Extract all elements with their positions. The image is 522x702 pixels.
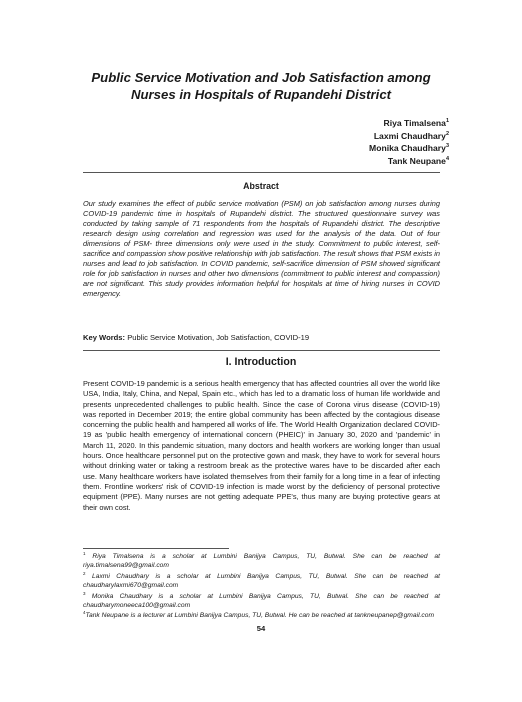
abstract-heading: Abstract <box>243 181 279 191</box>
footnote: $^3$ Monika Chaudhary is a scholar at Lumbini Banijya Campus, TU, Butwal. She can be reached at chaudharymoneeca100@gmail.com <box>83 590 441 610</box>
author-list <box>369 117 449 167</box>
keywords <box>83 333 440 343</box>
author-name: Monika Chaudhary$^3$ <box>369 143 449 154</box>
abstract-text: Our study examines the effect of public service motivation (PSM) on job satisfaction among nurses during COVID-19 pandemic time in hospitals of Rupandehi district. The structured questionnaire survey was conducted by taking sample of 71 respondents from the hospitals of Rupandehi district. The descriptive research design using correlation and regression was used for the analysis of the data. Out of four dimensions of PSM- three dimensions only were used in the study. Commitment to public interest, self-sacrifice and compassion show positive relationship with job satisfaction. The result shows that PSM exists in nurses and lead to job satisfaction. In COVID pandemic, self-sacrifice dimension of PSM showed significant role for job satisfaction in nurses and other two dimensions (commitment to public interest and compassion) are not significant. This study provides information helpful for hospitals at time of hiring nurses in COVID emergency. <box>83 199 440 299</box>
top-divider <box>83 172 440 173</box>
author-name: Riya Timalsena$^1$ <box>383 118 449 128</box>
footnote: $^4$Tank Neupane is a lecturer at Lumbini Banijya Campus, TU, Butwal. He can be reached at tankneupanep@gmail.com <box>83 610 435 620</box>
footnote: $^1$ Riya Timalsena is a scholar at Lumbini Banijya Campus, TU, Butwal. She can be reached at riya.timalsena99@gmail.com <box>83 550 440 570</box>
author-name: Tank Neupane$^4$ <box>387 155 449 166</box>
footnote: $^2$ Laxmi Chaudhary is a scholar at Lumbini Banijya Campus, TU, Butwal. She can be reached at chaudharylaxmi670@gmail.com <box>83 570 441 590</box>
footnotes <box>83 552 440 622</box>
footnote-divider <box>83 548 229 549</box>
keywords-label: Key Words: <box>83 333 126 342</box>
author-name: Laxmi Chaudhary$^2$ <box>373 130 449 141</box>
section-heading: I. Introduction <box>225 356 297 368</box>
keywords-text: Public Service Motivation, Job Satisfaction, COVID-19 <box>127 333 310 342</box>
page-number: 54 <box>256 624 266 633</box>
abstract-divider <box>83 350 440 351</box>
introduction-text: Present COVID-19 pandemic is a serious health emergency that has affected countries all over the world like USA, India, Italy, China, and Nepal, Spain etc., which has led to a dramatic loss of human life worldwide and presents unprecedented challenges to public health. Since the case of Corona virus disease (COVID-19) was reported in December 2019; the entire global community has been affected by the contagious disease concerning the public health and hampered all works of life. The World Health Organization declared COVID-19 as 'public health emergency of international concern (PHEIC)' in January 30, 2020 and 'pandemic' in March 11, 2020. In this pandemic situation, many doctors and health workers are working longer than usual hours. Once healthcare personnel put on the protective gown and mask, they have to work for several hours without drinking water or taking a restroom break as the protective wares have to be discarded after each use. Many healthcare workers have isolated themselves from their family for a long time in a fear of infecting them. Frontline workers' risk of COVID-19 infection is made worst by the deficiency of personal protective equipment (PPE). Many nurses are not getting adequate PPE's, thus many are buying protective gears at their own cost. <box>83 379 440 512</box>
paper-title: Public Service Motivation and Job Satisfaction among Nurses in Hospitals of Rupandehi District <box>91 70 431 102</box>
